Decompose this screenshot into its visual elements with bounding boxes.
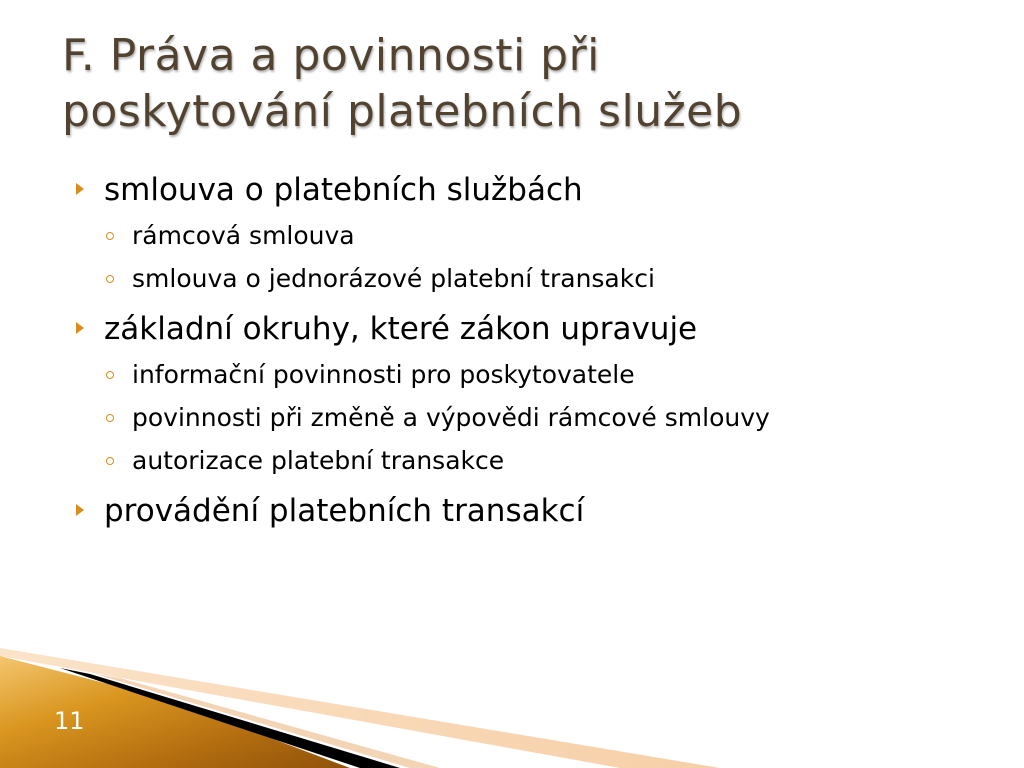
bullet-list (74, 166, 974, 535)
bullet-text: základní okruhy, které zákon upravuje (104, 311, 698, 347)
sub-bullet-item (104, 353, 974, 396)
sub-bullet-text: rámcová smlouva (132, 221, 355, 250)
triangle-bullet-icon (76, 322, 84, 334)
circle-bullet-icon (106, 414, 114, 422)
sub-bullet-text: autorizace platební transakce (132, 446, 505, 475)
bullet-item (74, 487, 974, 535)
triangle-bullet-icon (76, 504, 84, 516)
triangle-bullet-icon (76, 183, 84, 195)
circle-bullet-icon (106, 371, 114, 379)
sub-bullet-item (104, 439, 974, 482)
circle-bullet-icon (106, 457, 114, 465)
page-number: 11 (54, 707, 85, 735)
title-line-2: poskytování platebních služeb (62, 86, 743, 137)
circle-bullet-icon (106, 232, 114, 240)
bullet-text: smlouva o platebních službách (104, 172, 583, 208)
bullet-item (74, 166, 974, 300)
bullet-text: provádění platebních transakcí (104, 493, 585, 529)
bullet-item (74, 305, 974, 482)
slide-title (62, 28, 962, 140)
sub-bullet-item (104, 396, 974, 439)
gold-area (0, 656, 350, 768)
sub-bullet-item (104, 257, 974, 300)
sub-bullet-text: povinnosti při změně a výpovědi rámcové smlouvy (132, 403, 770, 432)
sub-bullet-text: informační povinnosti pro poskytovatele (132, 360, 635, 389)
title-line-1: F. Práva a povinnosti při (62, 30, 600, 81)
decorative-corner-swoosh (0, 638, 1024, 768)
sub-bullet-list (104, 353, 974, 482)
sub-bullet-list (104, 214, 974, 300)
sub-bullet-item (104, 214, 974, 257)
circle-bullet-icon (106, 275, 114, 283)
sub-bullet-text: smlouva o jednorázové platební transakci (132, 264, 655, 293)
